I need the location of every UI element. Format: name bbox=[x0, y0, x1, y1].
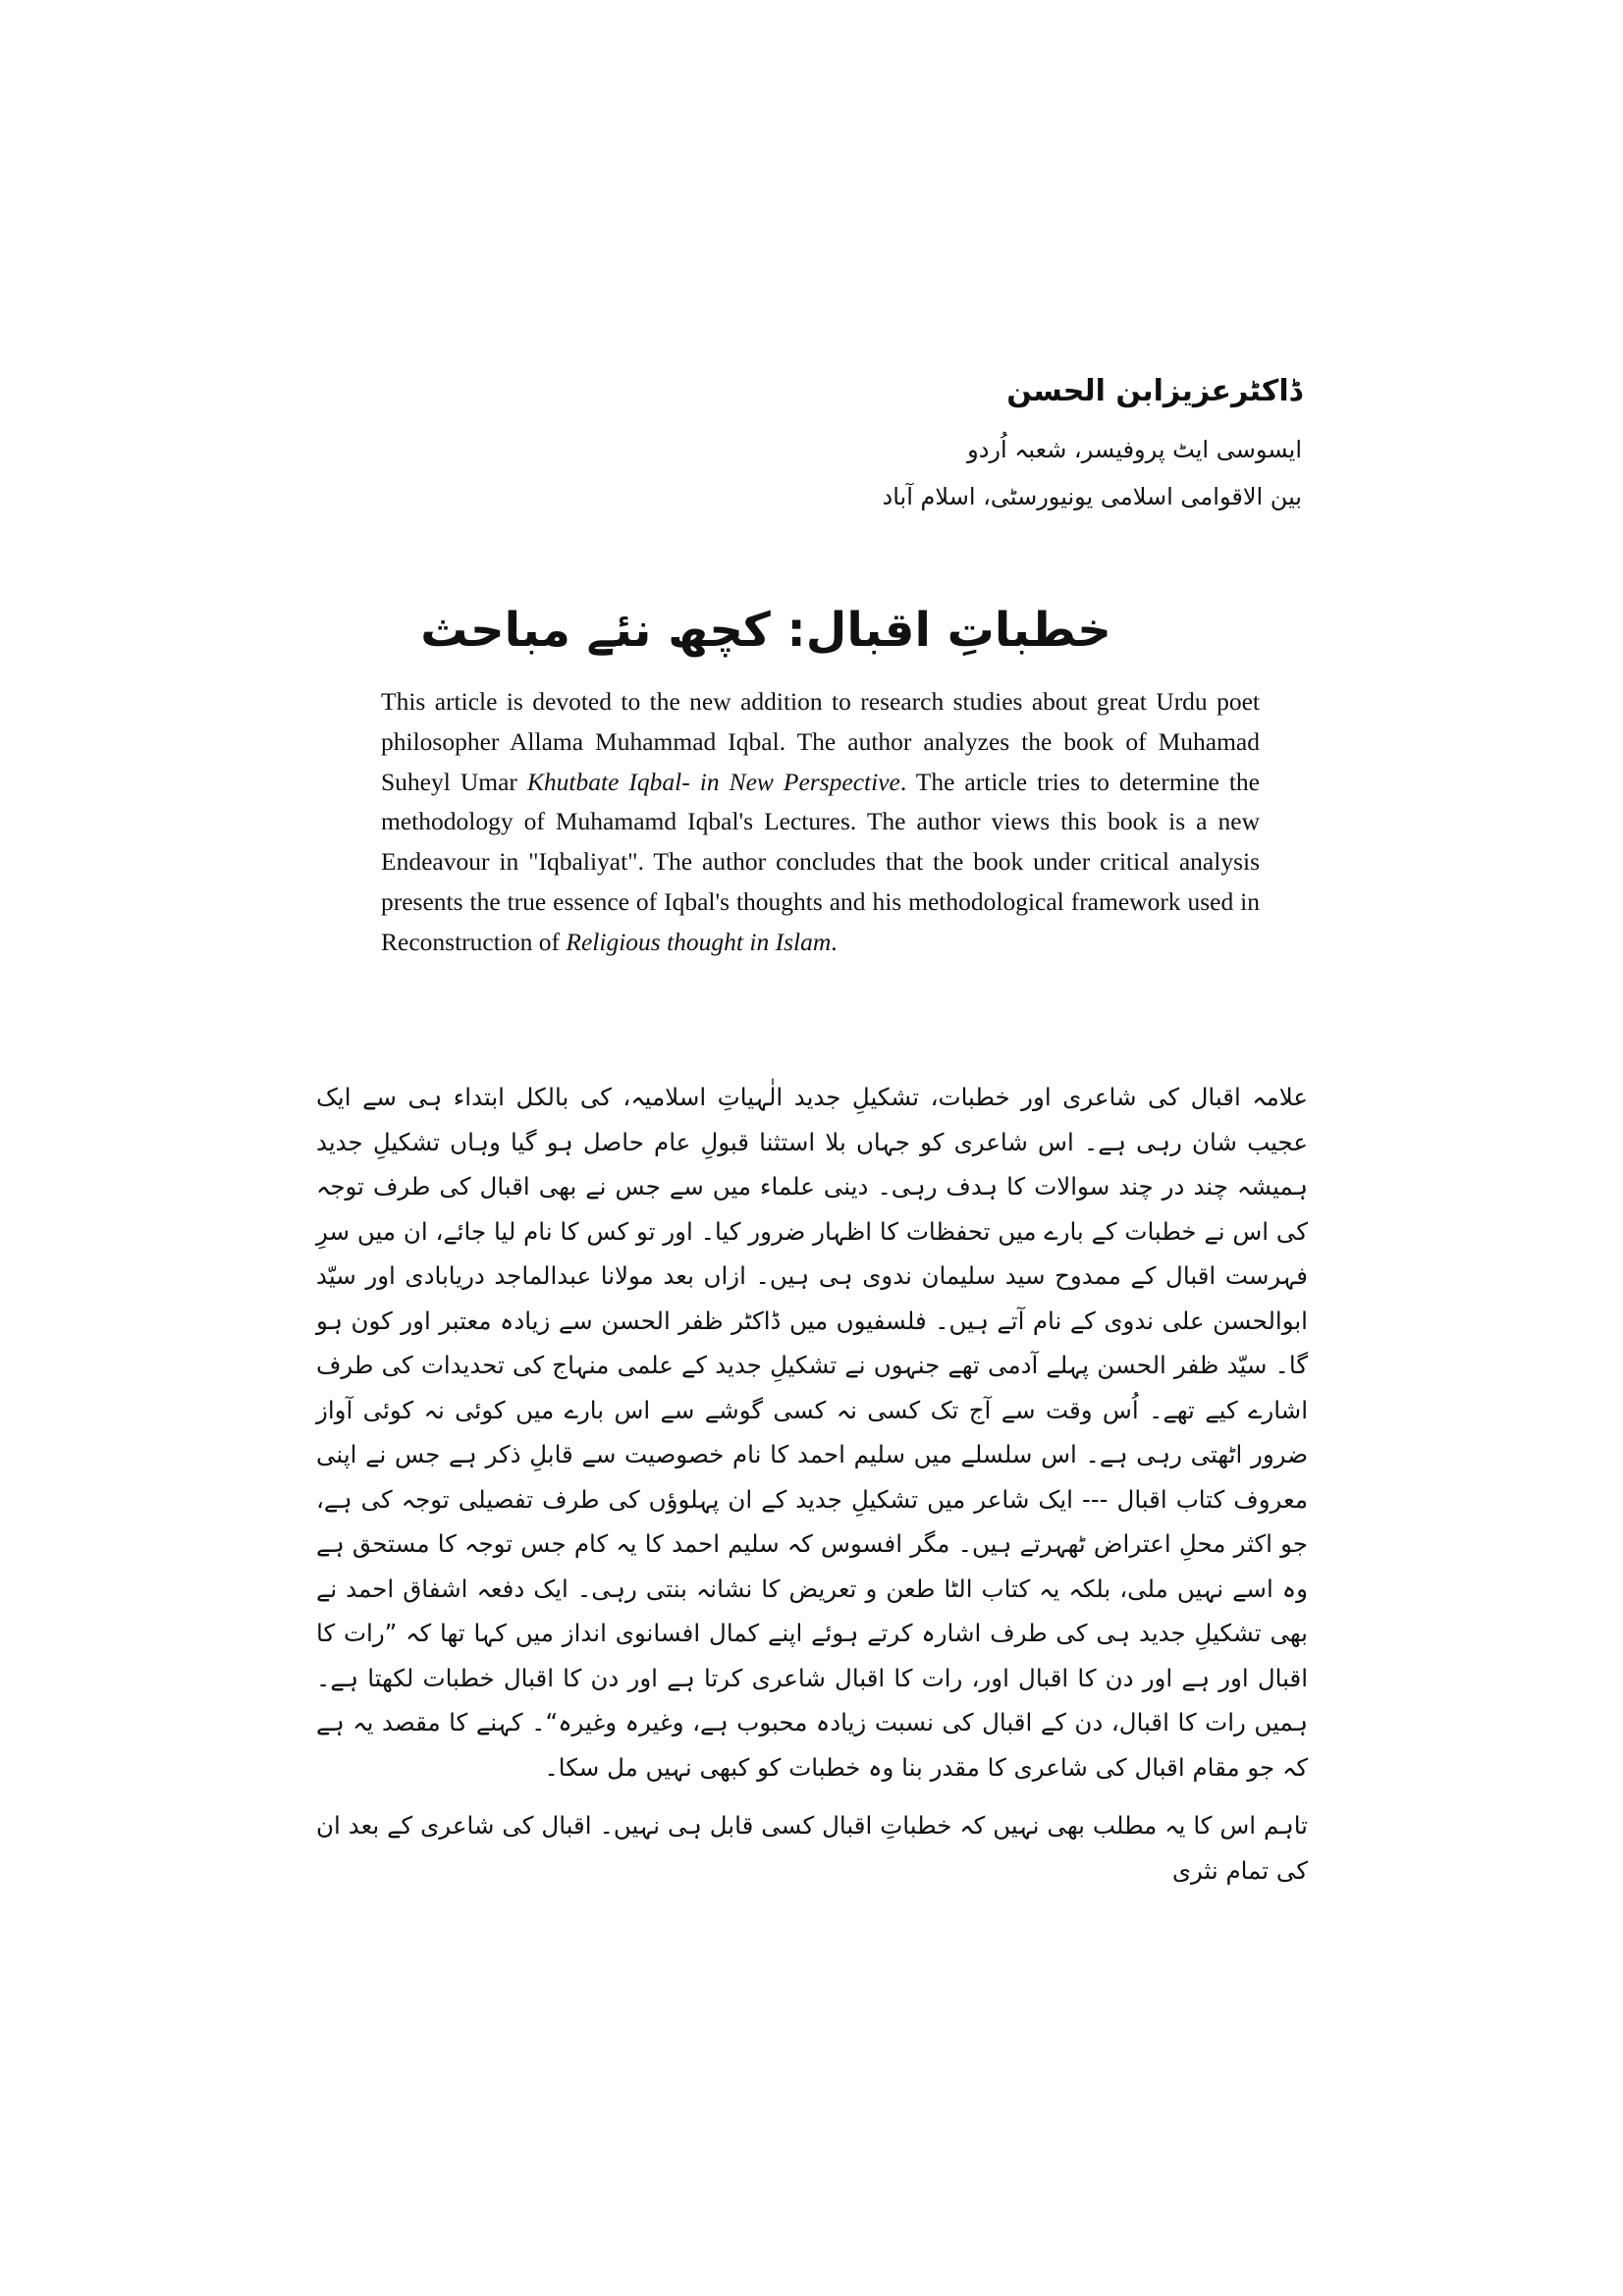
author-position: ایسوسی ایٹ پروفیسر، شعبہ اُردو bbox=[967, 436, 1302, 463]
body-paragraph-1: علامہ اقبال کی شاعری اور خطبات، تشکیلِ جدید الٰہیاتِ اسلامیہ، کی بالکل ابتداء ہی سے ایک عجیب شان رہی ہے۔ اس شاعری کو جہاں بلا استثنا قبولِ عام حاصل ہو گیا وہاں تشکیلِ جدید ہمیشہ چند در چند سوالات کا ہدف رہی۔ دینی علماء میں سے جس نے بھی اقبال کی طرف توجہ کی اس نے خطبات کے بارے میں تحفظات کا اظہار ضرور کیا۔ اور تو کس کا نام لیا جائے، ان میں سرِ فہرست اقبال کے ممدوح سید سلیمان ندوی ہی ہیں۔ ازاں بعد مولانا عبدالماجد دریابادی اور سیّد ابوالحسن علی ندوی کے نام آتے ہیں۔ فلسفیوں میں ڈاکٹر ظفر الحسن سے زیادہ معتبر اور کون ہو گا۔ سیّد ظفر الحسن پہلے آدمی تھے جنہوں نے تشکیلِ جدید کے علمی منہاج کی تحدیدات کی طرف اشارے کیے تھے۔ اُس وقت سے آج تک کسی نہ کسی گوشے سے اس بارے میں کوئی نہ کوئی آواز ضرور اٹھتی رہی ہے۔ اس سلسلے میں سلیم احمد کا نام خصوصیت سے قابلِ ذکر ہے جس نے اپنی معروف کتاب اقبال --- ایک شاعر میں تشکیلِ جدید کے ان پہلوؤں کی طرف تفصیلی توجہ کی ہے، جو اکثر محلِ اعتراض ٹھہرتے ہیں۔ مگر افسوس کہ سلیم احمد کا یہ کام جس توجہ کا مستحق ہے وہ اسے نہیں ملی، بلکہ یہ کتاب الٹا طعن و تعریض کا نشانہ بنتی رہی۔ ایک دفعہ اشفاق احمد نے بھی تشکیلِ جدید ہی کی طرف اشارہ کرتے ہوئے اپنے کمال افسانوی انداز میں کہا تھا کہ ”رات کا اقبال اور ہے اور دن کا اقبال اور، رات کا اقبال شاعری کرتا ہے اور دن کا اقبال خطبات لکھتا ہے۔ ہمیں رات کا اقبال، دن کے اقبال کی نسبت زیادہ محبوب ہے، وغیرہ وغیرہ“۔ کہنے کا مقصد یہ ہے کہ جو مقام اقبال کی شاعری کا مقدر بنا وہ خطبات کو کبھی نہیں مل سکا۔ bbox=[316, 1083, 1308, 1782]
body-paragraph-2: تاہم اس کا یہ مطلب بھی نہیں کہ خطباتِ اقبال کسی قابل ہی نہیں۔ اقبال کی شاعری کے بعد ان کی تمام نثری bbox=[316, 1811, 1308, 1885]
abstract-book-title: Khutbate Iqbal- in New Perspective bbox=[526, 767, 900, 796]
abstract-text-part-2: . The article tries to determine the methodology of Muhamamd Iqbal's Lectures. The author views this book is a new Endeavour in "Iqbaliyat". The author concludes that the book under critical analysis presents the true essence of Iqbal's thoughts and his methodological framework used in Reconstruction of bbox=[381, 767, 1260, 956]
article-title: خطباتِ اقبال: کچھ نئے مباحث bbox=[420, 603, 1111, 658]
body-text bbox=[316, 1075, 1308, 1893]
author-block bbox=[615, 365, 1302, 520]
author-name: ڈاکٹرعزیزابن الحسن bbox=[1006, 374, 1302, 408]
author-institution: بین الاقوامی اسلامی یونیورسٹی، اسلام آباد bbox=[882, 483, 1302, 510]
abstract-reconstruction-title: Religious thought in Islam bbox=[566, 927, 832, 956]
abstract-text-part-3: . bbox=[831, 927, 838, 956]
abstract bbox=[381, 682, 1260, 963]
abstract-text-part-1: This article is devoted to the new addition to research studies about great Urdu poet philosopher Allama Muhammad Iqbal. The author analyzes the book of Muhamad Suheyl Umar bbox=[381, 687, 1260, 796]
